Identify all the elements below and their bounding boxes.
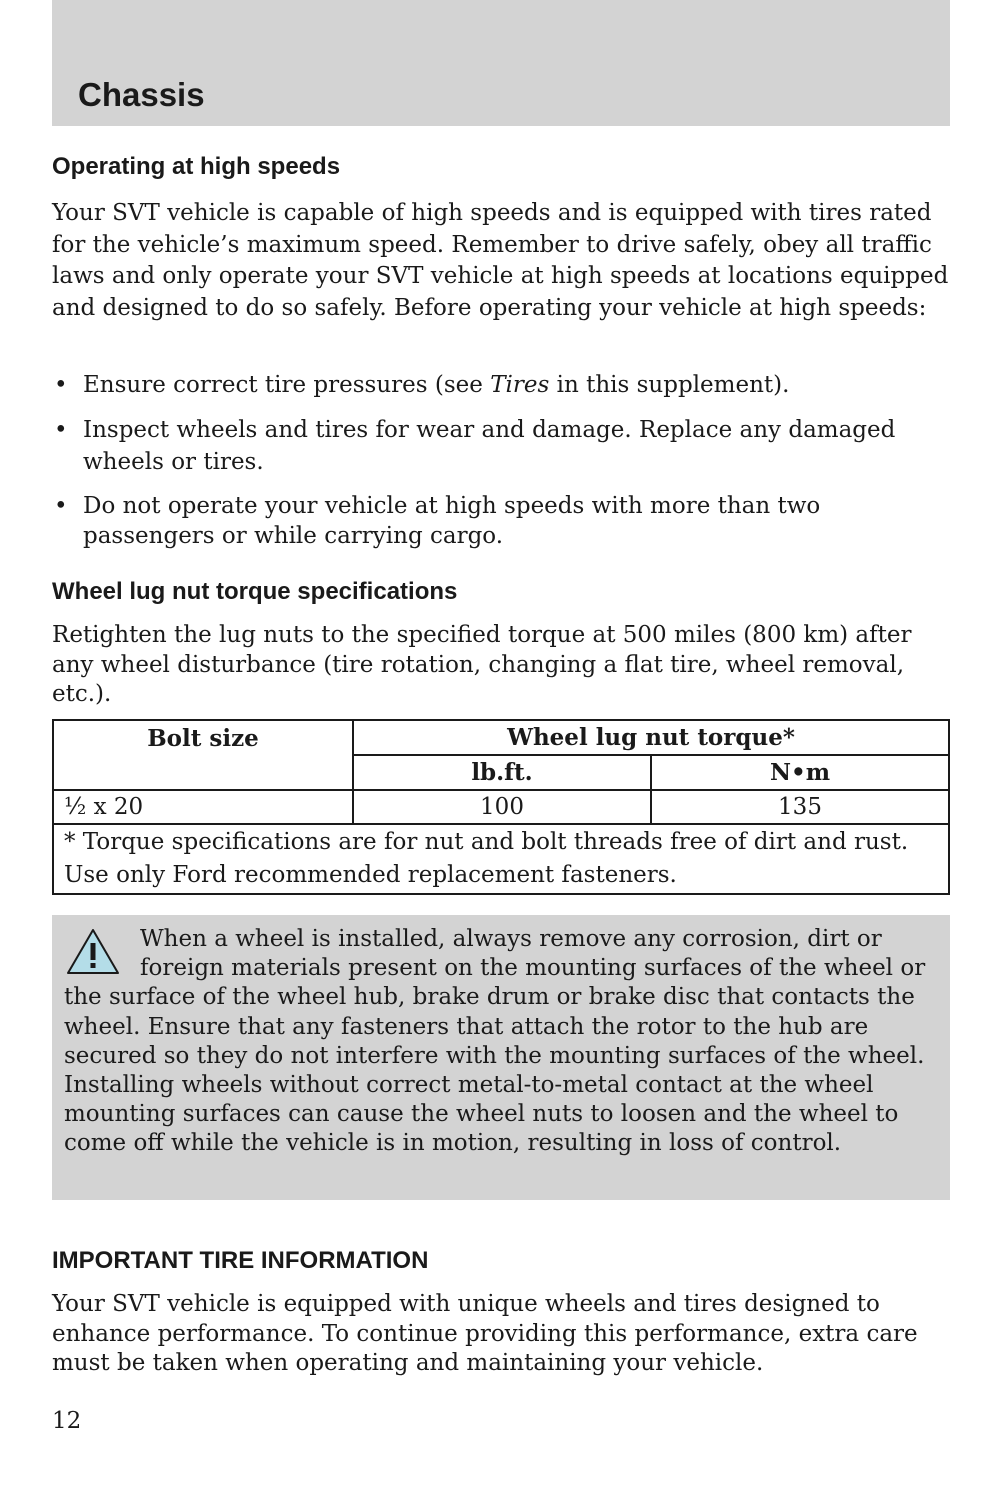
bullet-dot: • [54, 417, 68, 443]
tires-reference: Tires [490, 372, 550, 398]
cell-nm: 135 [651, 790, 949, 824]
page-number: 12 [52, 1408, 82, 1434]
bullet-dot: • [54, 493, 68, 519]
header-lbft: lb.ft. [353, 755, 651, 790]
warning-box [52, 915, 950, 1200]
section-heading-lug-nut: Wheel lug nut torque specifications [52, 578, 458, 605]
bullet-item [52, 492, 950, 551]
header-nm: N•m [651, 755, 949, 790]
table-footnote: * Torque specifications are for nut and bolt threads free of dirt and rust. Use only Ford recommended replacement fasteners. [53, 824, 949, 894]
header-bolt-size: Bolt size [53, 720, 353, 790]
bullet-dot: • [54, 372, 68, 398]
warning-text-container [64, 925, 934, 1159]
bullet-item [52, 370, 950, 402]
bullet-text: Inspect wheels and tires for wear and damage. Replace any damaged wheels or tires. [83, 417, 896, 475]
bullet-text: Ensure correct tire pressures (see Tires in this supplement). [83, 372, 790, 398]
bullet-text: Do not operate your vehicle at high speeds with more than two passengers or while carrying cargo. [83, 493, 821, 549]
cell-lbft: 100 [353, 790, 651, 824]
section-heading-high-speeds: Operating at high speeds [52, 153, 341, 180]
lug-nut-paragraph: Retighten the lug nuts to the specified torque at 500 miles (800 km) after any wheel disturbance (tire rotation, changing a flat tire, wheel removal, etc.). [52, 622, 912, 707]
header-lug-nut-torque: Wheel lug nut torque* [353, 720, 949, 755]
table-row [53, 790, 949, 824]
high-speeds-paragraph: Your SVT vehicle is capable of high speeds and is equipped with tires rated for the vehicle’s maximum speed. Remember to drive safely, obey all traffic laws and only operate your SVT vehicle at high speeds at locations equipped and designed to do so safely. Before operating your vehicle at high speeds: [52, 200, 949, 321]
chapter-header [52, 0, 950, 126]
torque-spec-table [52, 719, 950, 895]
chapter-title: Chassis [78, 76, 205, 113]
cell-bolt-size: ½ x 20 [53, 790, 353, 824]
warning-text: When a wheel is installed, always remove any corrosion, dirt or foreign materials present on the mounting surfaces of the wheel or the surface of the wheel hub, brake drum or brake disc that contacts the wheel. Ensure that any fasteners that attach the rotor to the hub are secured so they do not interfere with the mounting surfaces of the wheel. Installing wheels without correct metal-to-metal contact at the wheel mounting surfaces can cause the wheel nuts to loosen and the wheel to come off while the vehicle is in motion, resulting in loss of control. [64, 926, 926, 1157]
section-heading-tire-info: IMPORTANT TIRE INFORMATION [52, 1247, 429, 1274]
bullet-item [52, 415, 950, 478]
tire-info-paragraph: Your SVT vehicle is equipped with unique wheels and tires designed to enhance performance. To continue providing this performance, extra care must be taken when operating and maintaining your vehicle. [52, 1291, 918, 1376]
